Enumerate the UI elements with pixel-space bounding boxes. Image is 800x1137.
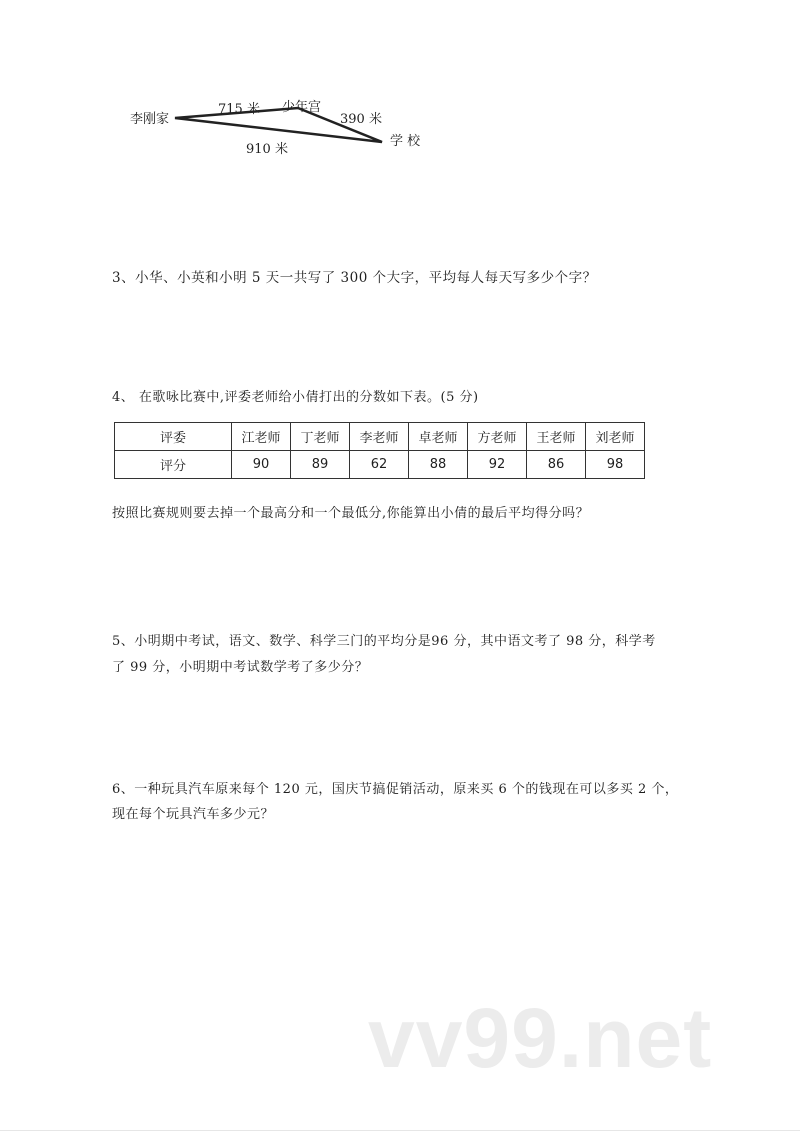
question-6-line1: 6、一种玩具汽车原来每个 120 元，国庆节搞促销活动，原来买 6 个的钱现在可以多买 2 个， bbox=[112, 782, 679, 797]
question-4-ask: 按照比赛规则要去掉一个最高分和一个最低分,你能算出小倩的最后平均得分吗？ bbox=[112, 506, 590, 521]
question-3: 3、小华、小英和小明 5 天一共写了 300 个大字，平均每人每天写多少个字？ bbox=[112, 270, 597, 286]
page-bottom-divider bbox=[0, 1130, 800, 1131]
table-cell: 92 bbox=[468, 451, 527, 479]
table-cell: 88 bbox=[409, 451, 468, 479]
table-row bbox=[115, 423, 645, 451]
school-label: 学 校 bbox=[390, 134, 421, 149]
table-row bbox=[115, 451, 645, 479]
table-cell: 卓老师 bbox=[409, 423, 468, 451]
route-diagram bbox=[120, 88, 450, 168]
distance-palace-school: 390 米 bbox=[340, 112, 382, 127]
table-cell: 89 bbox=[291, 451, 350, 479]
question-5-line1: 5、小明期中考试，语文、数学、科学三门的平均分是96 分，其中语文考了 98 分，科学考 bbox=[112, 634, 656, 649]
table-cell: 丁老师 bbox=[291, 423, 350, 451]
table-cell: 王老师 bbox=[527, 423, 586, 451]
question-5-line2: 了 99 分，小明期中考试数学考了多少分？ bbox=[112, 660, 369, 675]
table-cell: 86 bbox=[527, 451, 586, 479]
table-cell: 刘老师 bbox=[586, 423, 645, 451]
table-cell: 评委 bbox=[115, 423, 232, 451]
distance-home-school: 910 米 bbox=[246, 142, 288, 157]
palace-label: 少年宫 bbox=[282, 100, 322, 115]
question-6-line2: 现在每个玩具汽车多少元？ bbox=[112, 807, 275, 822]
table-cell: 62 bbox=[350, 451, 409, 479]
watermark: vv99.net bbox=[368, 991, 713, 1085]
table-cell: 方老师 bbox=[468, 423, 527, 451]
table-cell: 评分 bbox=[115, 451, 232, 479]
table-cell: 李老师 bbox=[350, 423, 409, 451]
question-4-intro: 4、 在歌咏比赛中,评委老师给小倩打出的分数如下表。(5 分) bbox=[112, 390, 479, 405]
table-cell: 98 bbox=[586, 451, 645, 479]
score-table bbox=[114, 422, 645, 479]
home-label: 李刚家 bbox=[130, 112, 170, 127]
table-cell: 江老师 bbox=[232, 423, 291, 451]
table-cell: 90 bbox=[232, 451, 291, 479]
distance-home-palace: 715 米 bbox=[218, 102, 260, 117]
